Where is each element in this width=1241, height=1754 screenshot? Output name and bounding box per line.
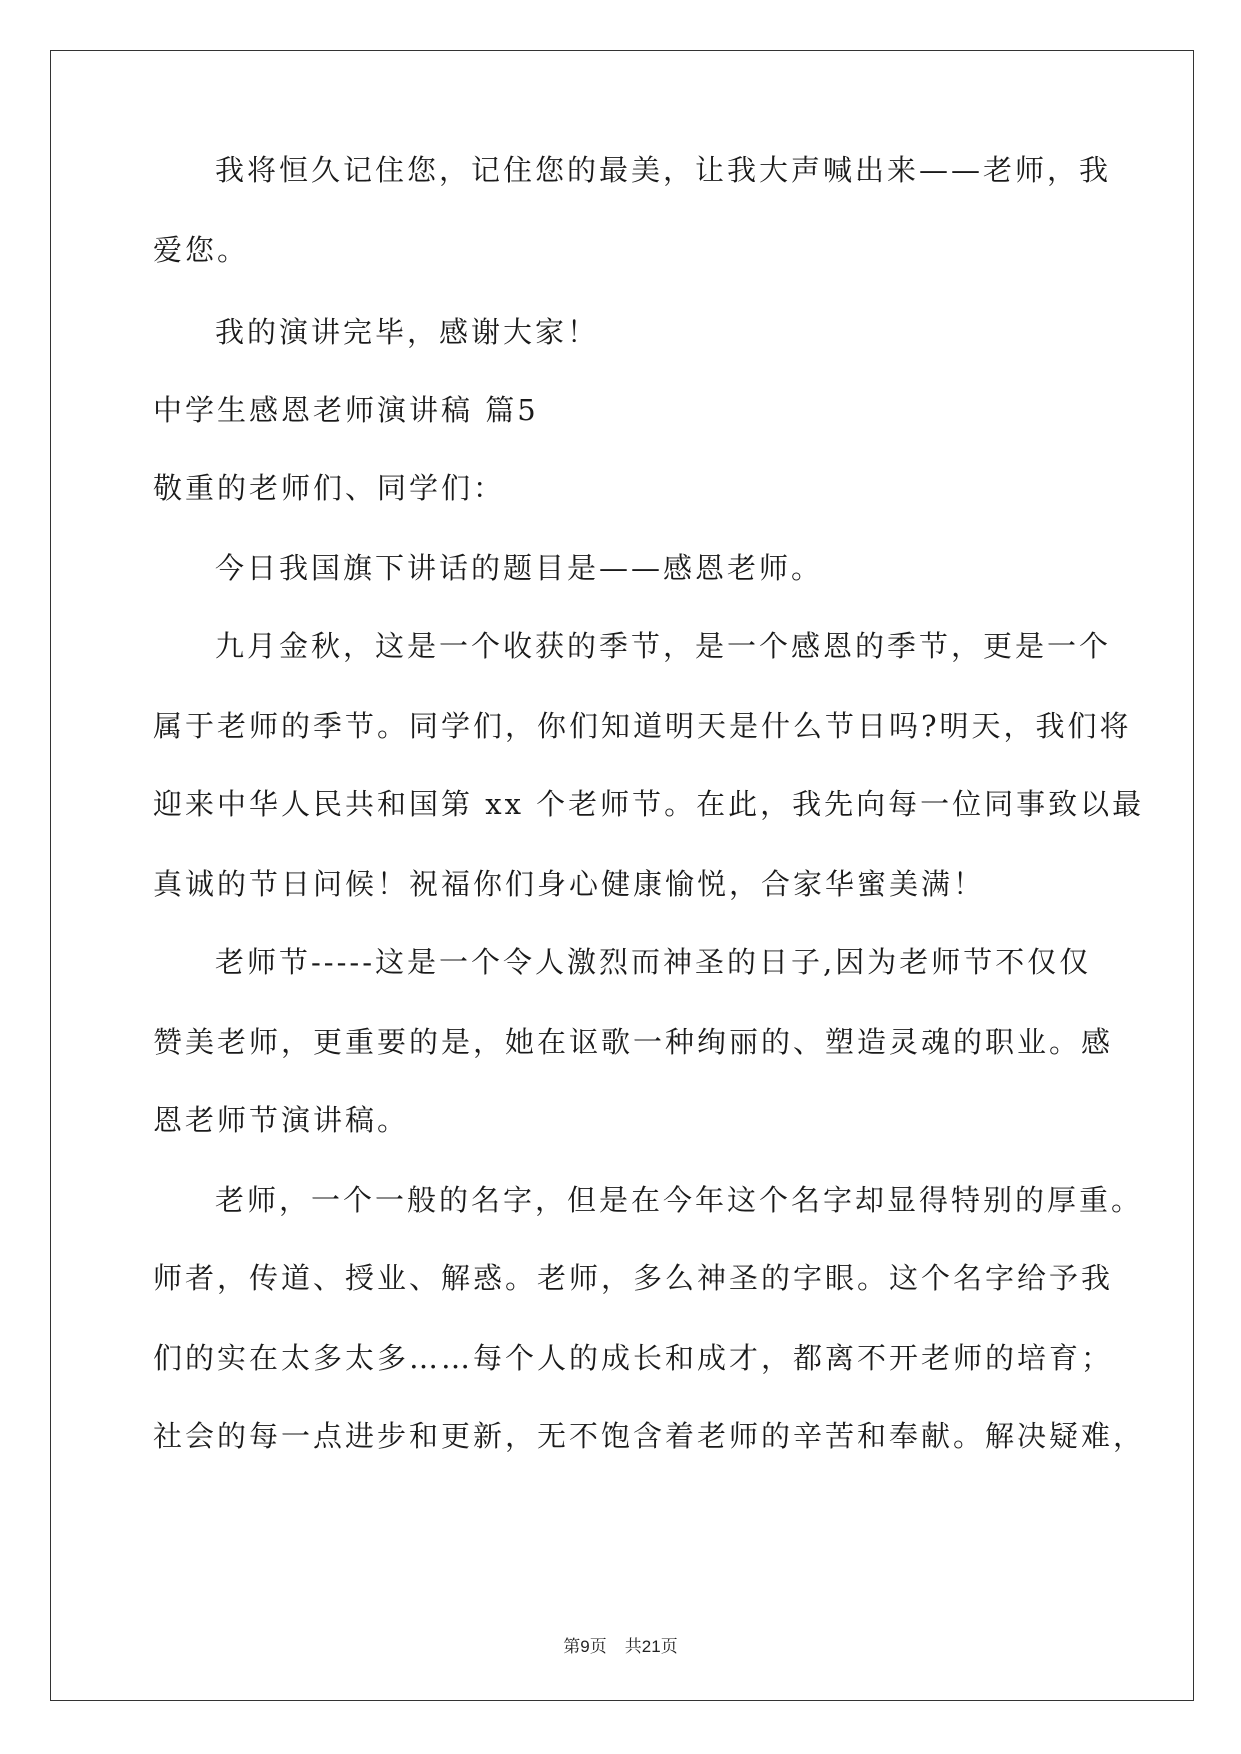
paragraph-line: 真诚的节日问候！祝福你们身心健康愉悦，合家华蜜美满！ [153, 867, 986, 901]
footer-total-prefix: 共 [624, 1637, 642, 1657]
section-heading: 中学生感恩老师演讲稿 篇5 [153, 393, 539, 427]
footer-total-suffix: 页 [660, 1637, 678, 1657]
paragraph-line: 迎来中华人民共和国第 xx 个老师节。在此，我先向每一位同事致以最 [153, 787, 1145, 821]
page-footer [0, 1632, 1241, 1657]
paragraph-line: 恩老师节演讲稿。 [153, 1103, 410, 1137]
paragraph-line: 今日我国旗下讲话的题目是——感恩老师。 [215, 551, 824, 585]
paragraph-line: 社会的每一点进步和更新，无不饱含着老师的辛苦和奉献。解决疑难， [153, 1419, 1146, 1453]
paragraph-line: 爱您。 [153, 233, 250, 267]
paragraph-line: 们的实在太多太多……每个人的成长和成才，都离不开老师的培育； [153, 1341, 1114, 1375]
paragraph-line: 赞美老师，更重要的是，她在讴歌一种绚丽的、塑造灵魂的职业。感 [153, 1025, 1114, 1059]
footer-page-suffix: 页 [589, 1637, 607, 1657]
paragraph-line: 我将恒久记住您，记住您的最美，让我大声喊出来——老师，我 [215, 153, 1112, 187]
current-page-number: 9 [580, 1637, 590, 1656]
paragraph-line: 老师节-----这是一个令人激烈而神圣的日子,因为老师节不仅仅 [215, 945, 1092, 979]
paragraph-line: 我的演讲完毕，感谢大家！ [215, 315, 600, 349]
salutation: 敬重的老师们、同学们： [153, 471, 506, 505]
paragraph-line: 老师，一个一般的名字，但是在今年这个名字却显得特别的厚重。 [215, 1183, 1144, 1217]
paragraph-line: 属于老师的季节。同学们，你们知道明天是什么节日吗?明天，我们将 [153, 709, 1132, 743]
footer-prefix: 第 [563, 1637, 581, 1657]
total-pages: 21 [641, 1637, 661, 1656]
paragraph-line: 九月金秋，这是一个收获的季节，是一个感恩的季节，更是一个 [215, 629, 1112, 663]
paragraph-line: 师者，传道、授业、解惑。老师，多么神圣的字眼。这个名字给予我 [153, 1261, 1114, 1295]
